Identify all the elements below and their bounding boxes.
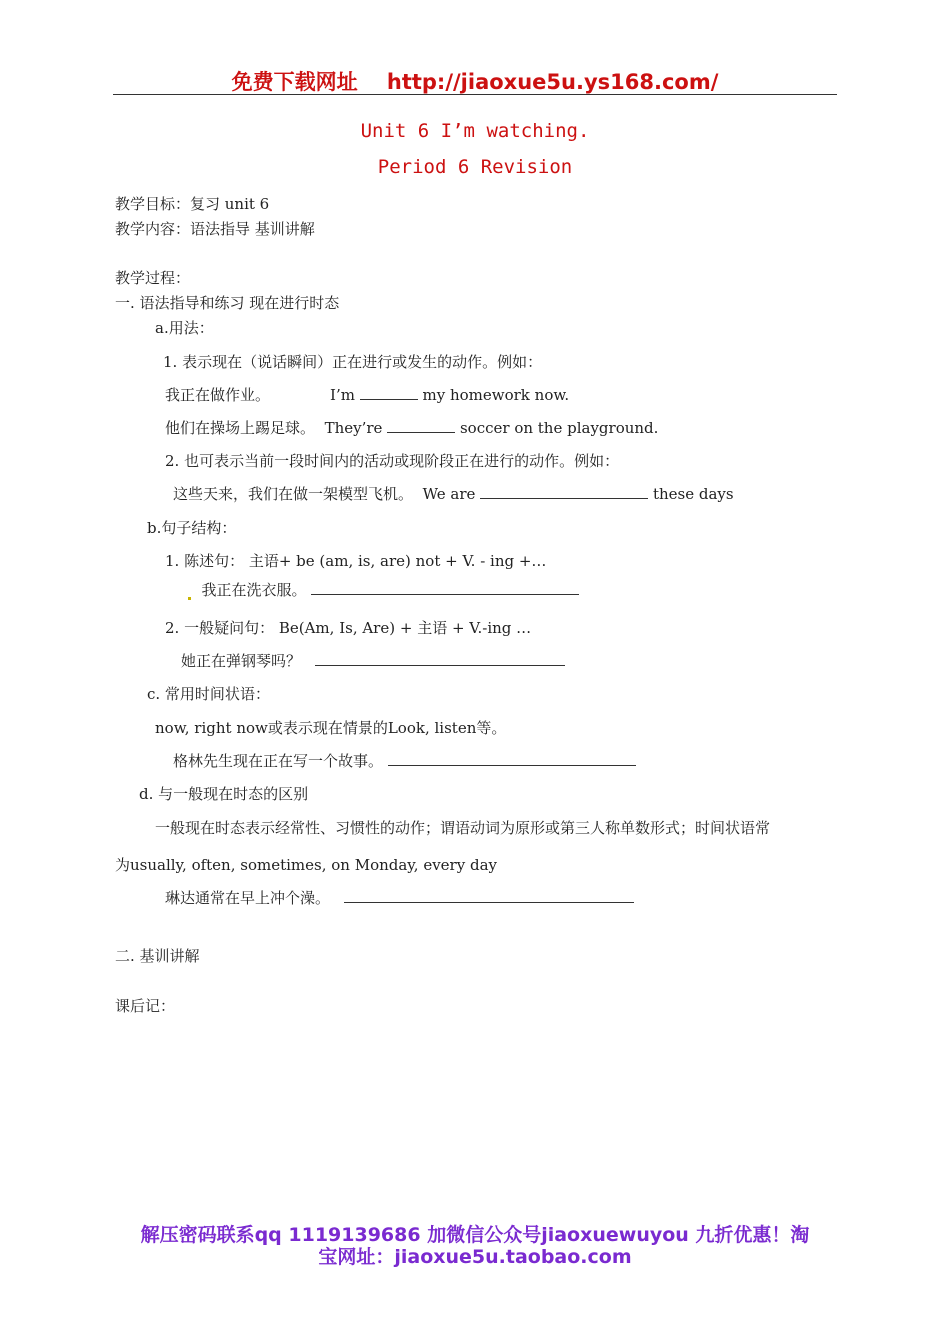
- example-1-english-pre: I’m: [330, 386, 355, 404]
- header-download-line: [0, 66, 950, 96]
- example-1: [165, 385, 569, 405]
- footer-contact-line-2: 宝网址：jiaoxue5u.taobao.com: [318, 1246, 632, 1268]
- header-url-link[interactable]: http://jiaoxue5u.ys168.com/: [386, 70, 719, 94]
- example-3-english-post: these days: [652, 485, 734, 503]
- difference-text-2: 为usually, often, sometimes, on Monday, every day: [115, 856, 497, 874]
- example-1-english-post: my homework now.: [422, 386, 570, 404]
- time-adverbials-label: c. 常用时间状语：: [147, 685, 270, 703]
- difference-label: d. 与一般现在时态的区别: [139, 785, 309, 803]
- marker-dot: [188, 597, 191, 600]
- teaching-content: 教学内容：语法指导 基训讲解: [115, 220, 315, 238]
- fill-blank-3[interactable]: [480, 484, 648, 499]
- difference-example-text: 琳达通常在早上冲个澡。: [165, 889, 331, 907]
- structure-label: b.句子结构：: [147, 519, 237, 537]
- time-example: [173, 751, 636, 771]
- fill-blank-4[interactable]: [311, 580, 579, 595]
- fill-blank-5[interactable]: [315, 651, 565, 666]
- teaching-process: 教学过程：: [115, 269, 191, 287]
- footer-contact-line-1: 解压密码联系qq 1119139686 加微信公众号jiaoxuewuyou 九折优惠！淘: [140, 1224, 810, 1246]
- structure-2-example-text: 她正在弹钢琴吗？: [181, 652, 302, 670]
- difference-example: [165, 888, 634, 908]
- lesson-period: Period 6 Revision: [377, 156, 573, 178]
- fill-blank-7[interactable]: [344, 888, 634, 903]
- difference-text-1: 一般现在时态表示经常性、习惯性的动作；谓语动词为原形或第三人称单数形式；时间状语常: [155, 819, 771, 837]
- header-divider: [113, 94, 837, 95]
- fill-blank-1[interactable]: [360, 385, 418, 400]
- structure-1-example-text: 我正在洗衣服。: [201, 581, 307, 599]
- example-2-english-pre: They’re: [324, 419, 383, 437]
- example-2-english-post: soccer on the playground.: [459, 419, 659, 437]
- section2-heading: 二. 基训讲解: [115, 947, 200, 965]
- usage-label: a.用法：: [155, 319, 214, 337]
- example-2: [165, 418, 658, 438]
- example-3-english-pre: We are: [422, 485, 476, 503]
- example-1-chinese: 我正在做作业。: [165, 386, 271, 404]
- example-3-chinese: 这些天来，我们在做一架模型飞机。: [173, 485, 414, 503]
- example-2-chinese: 他们在操场上踢足球。: [165, 419, 316, 437]
- after-class-notes: 课后记：: [115, 997, 176, 1015]
- structure-1-example: [187, 580, 579, 600]
- fill-blank-6[interactable]: [388, 751, 636, 766]
- structure-1: 1. 陈述句： 主语+ be (am, is, are) not + V. - ing +…: [165, 552, 547, 570]
- lesson-title: Unit 6 I’m watching.: [360, 120, 590, 142]
- usage-2: 2. 也可表示当前一段时间内的活动或现阶段正在进行的动作。例如：: [165, 452, 620, 470]
- time-example-text: 格林先生现在正在写一个故事。: [173, 752, 384, 770]
- structure-2: 2. 一般疑问句： Be(Am, Is, Are) + 主语 + V.-ing …: [165, 619, 532, 637]
- teaching-objective: 教学目标：复习 unit 6: [115, 195, 270, 213]
- section1-heading: 一. 语法指导和练习 现在进行时态: [115, 294, 340, 312]
- structure-2-example: [181, 651, 565, 671]
- header-site-label: 免费下载网址: [231, 70, 358, 94]
- fill-blank-2[interactable]: [387, 418, 455, 433]
- example-3: [173, 484, 734, 504]
- usage-1: 1. 表示现在（说话瞬间）正在进行或发生的动作。例如：: [163, 353, 543, 371]
- time-adverbials: now, right now或表示现在情景的Look, listen等。: [155, 719, 507, 737]
